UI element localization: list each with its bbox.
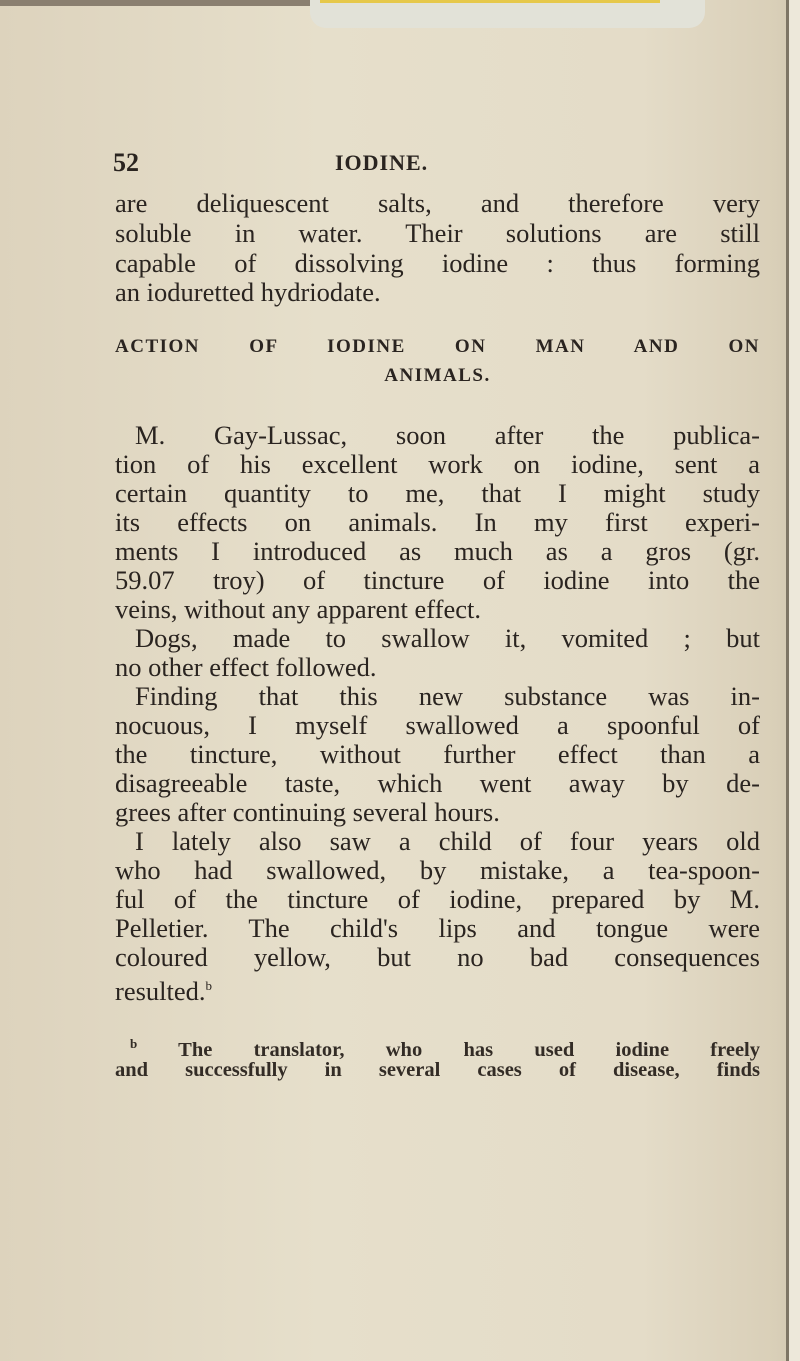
section-heading-line2: ANIMALS. <box>384 365 491 386</box>
text-line: ful of the tincture of iodine, prepared by M. <box>115 884 760 914</box>
text-line: coloured yellow, but no bad consequences <box>115 942 760 972</box>
text-line: its effects on animals. In my first experi- <box>115 507 760 537</box>
text-line: Dogs, made to swallow it, vomited ; but <box>135 623 760 653</box>
text-line: nocuous, I myself swallowed a spoonful of <box>115 710 760 740</box>
text-line: who had swallowed, by mistake, a tea-spoon- <box>115 855 760 885</box>
footnote-marker: b <box>205 978 213 993</box>
text-line: no other effect followed. <box>115 652 377 682</box>
text-line: tion of his excellent work on iodine, sent a <box>115 449 760 479</box>
text-line: grees after continuing several hours. <box>115 797 500 827</box>
running-head: IODINE. <box>335 150 429 175</box>
text-line: are deliquescent salts, and therefore very <box>115 188 760 218</box>
text-line: capable of dissolving iodine : thus forming <box>115 248 760 278</box>
text-line-last <box>115 971 760 1006</box>
footnote-line: and successfully in several cases of disease, finds <box>115 1059 760 1081</box>
text-line: M. Gay-Lussac, soon after the publica- <box>135 420 760 450</box>
text-line: certain quantity to me, that I might study <box>115 478 760 508</box>
text-line: the tincture, without further effect than a <box>115 739 760 769</box>
text-line: an ioduretted hydriodate. <box>115 277 381 307</box>
page-number: 52 <box>113 148 139 177</box>
scan-tab <box>310 0 705 28</box>
text-line: ments I introduced as much as a gros (gr. <box>115 536 760 566</box>
text-line: veins, without any apparent effect. <box>115 594 481 624</box>
scan-edge-top <box>0 0 310 6</box>
text-line: disagreeable taste, which went away by de- <box>115 768 760 798</box>
text-line: 59.07 troy) of tincture of iodine into the <box>115 565 760 595</box>
footnote-marker: b <box>130 1036 138 1051</box>
page-header <box>113 148 753 178</box>
scan-tab-stripe <box>320 0 660 3</box>
section-heading-line1: ACTION OF IODINE ON MAN AND ON <box>115 336 760 357</box>
text-line: Pelletier. The child's lips and tongue were <box>115 913 760 943</box>
text: resulted. <box>115 975 206 1006</box>
text-line: Finding that this new substance was in- <box>135 681 760 711</box>
page-margin <box>789 0 800 1361</box>
text-line: I lately also saw a child of four years old <box>135 826 760 856</box>
footnote-text: The translator, who has used iodine freely <box>178 1038 761 1061</box>
text-line: soluble in water. Their solutions are still <box>115 218 760 248</box>
